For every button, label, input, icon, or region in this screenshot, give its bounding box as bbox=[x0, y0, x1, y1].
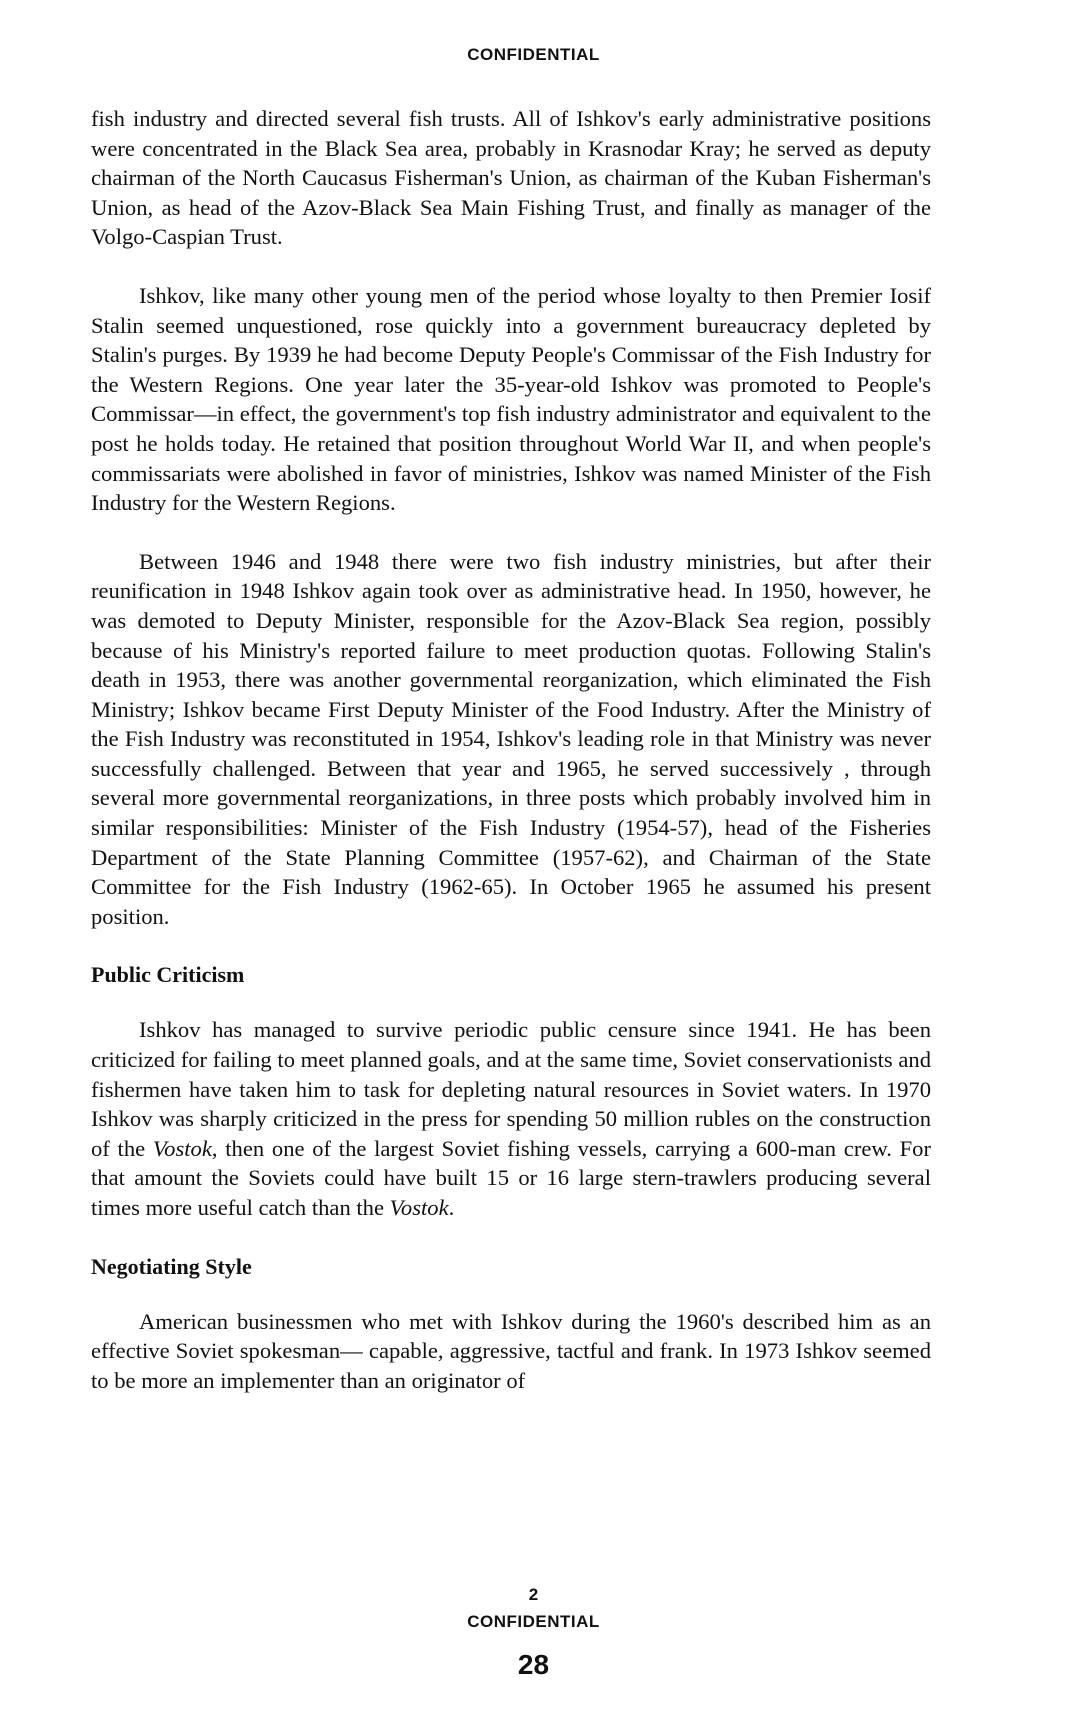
heading-public-criticism: Public Criticism bbox=[91, 962, 245, 988]
paragraph-ministries: Between 1946 and 1948 there were two fish industry ministries, but after their reunification in 1948 Ishkov again took over as administrative head. In 1950, however, he was demoted to Deputy Minister, responsible for the Azov-Black Sea region, possibly because of his Ministry's reported failure to meet production quotas. Following Stalin's death in 1953, there was another governmental reorganization, which eliminated the Fish Ministry; Ishkov became First Deputy Minister of the Food Industry. After the Ministry of the Fish Industry was reconstituted in 1954, Ishkov's leading role in that Ministry was never successfully challenged. Between that year and 1965, he served successively , through several more governmental reorganizations, in three posts which probably involved him in similar responsibilities: Minister of the Fish Industry (1954-57), head of the Fisheries Department of the State Planning Committee (1957-62), and Chairman of the State Committee for the Fish Industry (1962-65). In October 1965 he assumed his present position. bbox=[91, 548, 931, 929]
paragraph-stalin-era: Ishkov, like many other young men of the period whose loyalty to then Premier Iosif Stalin seemed unquestioned, rose quickly into a government bureaucracy depleted by Stalin's purges. By 1939 he had become Deputy People's Commissar of the Fish Industry for the Western Regions. One year later the 35-year-old Ishkov was promoted to People's Commissar—in effect, the government's top fish industry administrator and equivalent to the post he holds today. He retained that position throughout World War II, and when people's commissariats were abolished in favor of ministries, Ishkov was named Minister of the Fish Industry for the Western Regions. bbox=[91, 282, 931, 516]
paragraph-public-criticism bbox=[91, 1015, 931, 1222]
criticism-text-start: Ishkov has managed to survive periodic public censure since 1941. He has been criticized for failing to meet planned goals, and at the same time, Soviet conservationists and fishermen have taken him to task for depleting natural resources in Soviet waters. In 1970 Ishkov was sharply criticized in the press for spending 50 million rubles on the construction of the bbox=[91, 1017, 931, 1161]
heading-negotiating-style: Negotiating Style bbox=[91, 1253, 252, 1279]
footer-classification: CONFIDENTIAL bbox=[467, 1612, 600, 1631]
paragraph-negotiating-style: American businessmen who met with Ishkov during the 1960's described him as an effective Soviet spokesman— capable, aggressive, tactful and frank. In 1973 Ishkov seemed to be more an implementer than an originator of bbox=[91, 1308, 931, 1393]
page-number: 28 bbox=[517, 1649, 550, 1680]
header-classification: CONFIDENTIAL bbox=[467, 45, 600, 64]
paragraph-career-trusts: fish industry and directed several fish trusts. All of Ishkov's early administrative positions were concentrated in the Black Sea area, probably in Krasnodar Kray; he served as deputy chairman of the North Caucasus Fisherman's Union, as chairman of the Kuban Fisherman's Union, as head of the Azov-Black Sea Main Fishing Trust, and finally as manager of the Volgo-Caspian Trust. bbox=[91, 106, 931, 250]
criticism-text-middle: , then one of the largest Soviet fishing vessels, carrying a 600-man crew. For that amount the Soviets could have built 15 or 16 large stern-trawlers producing several times more useful catch than the bbox=[91, 1135, 931, 1220]
document-body bbox=[91, 104, 931, 1395]
criticism-text-end: . bbox=[448, 1195, 455, 1220]
vessel-name-repeat: Vostok bbox=[389, 1195, 449, 1220]
document-page-index: 2 bbox=[528, 1585, 539, 1604]
vessel-name: Vostok bbox=[152, 1135, 212, 1161]
